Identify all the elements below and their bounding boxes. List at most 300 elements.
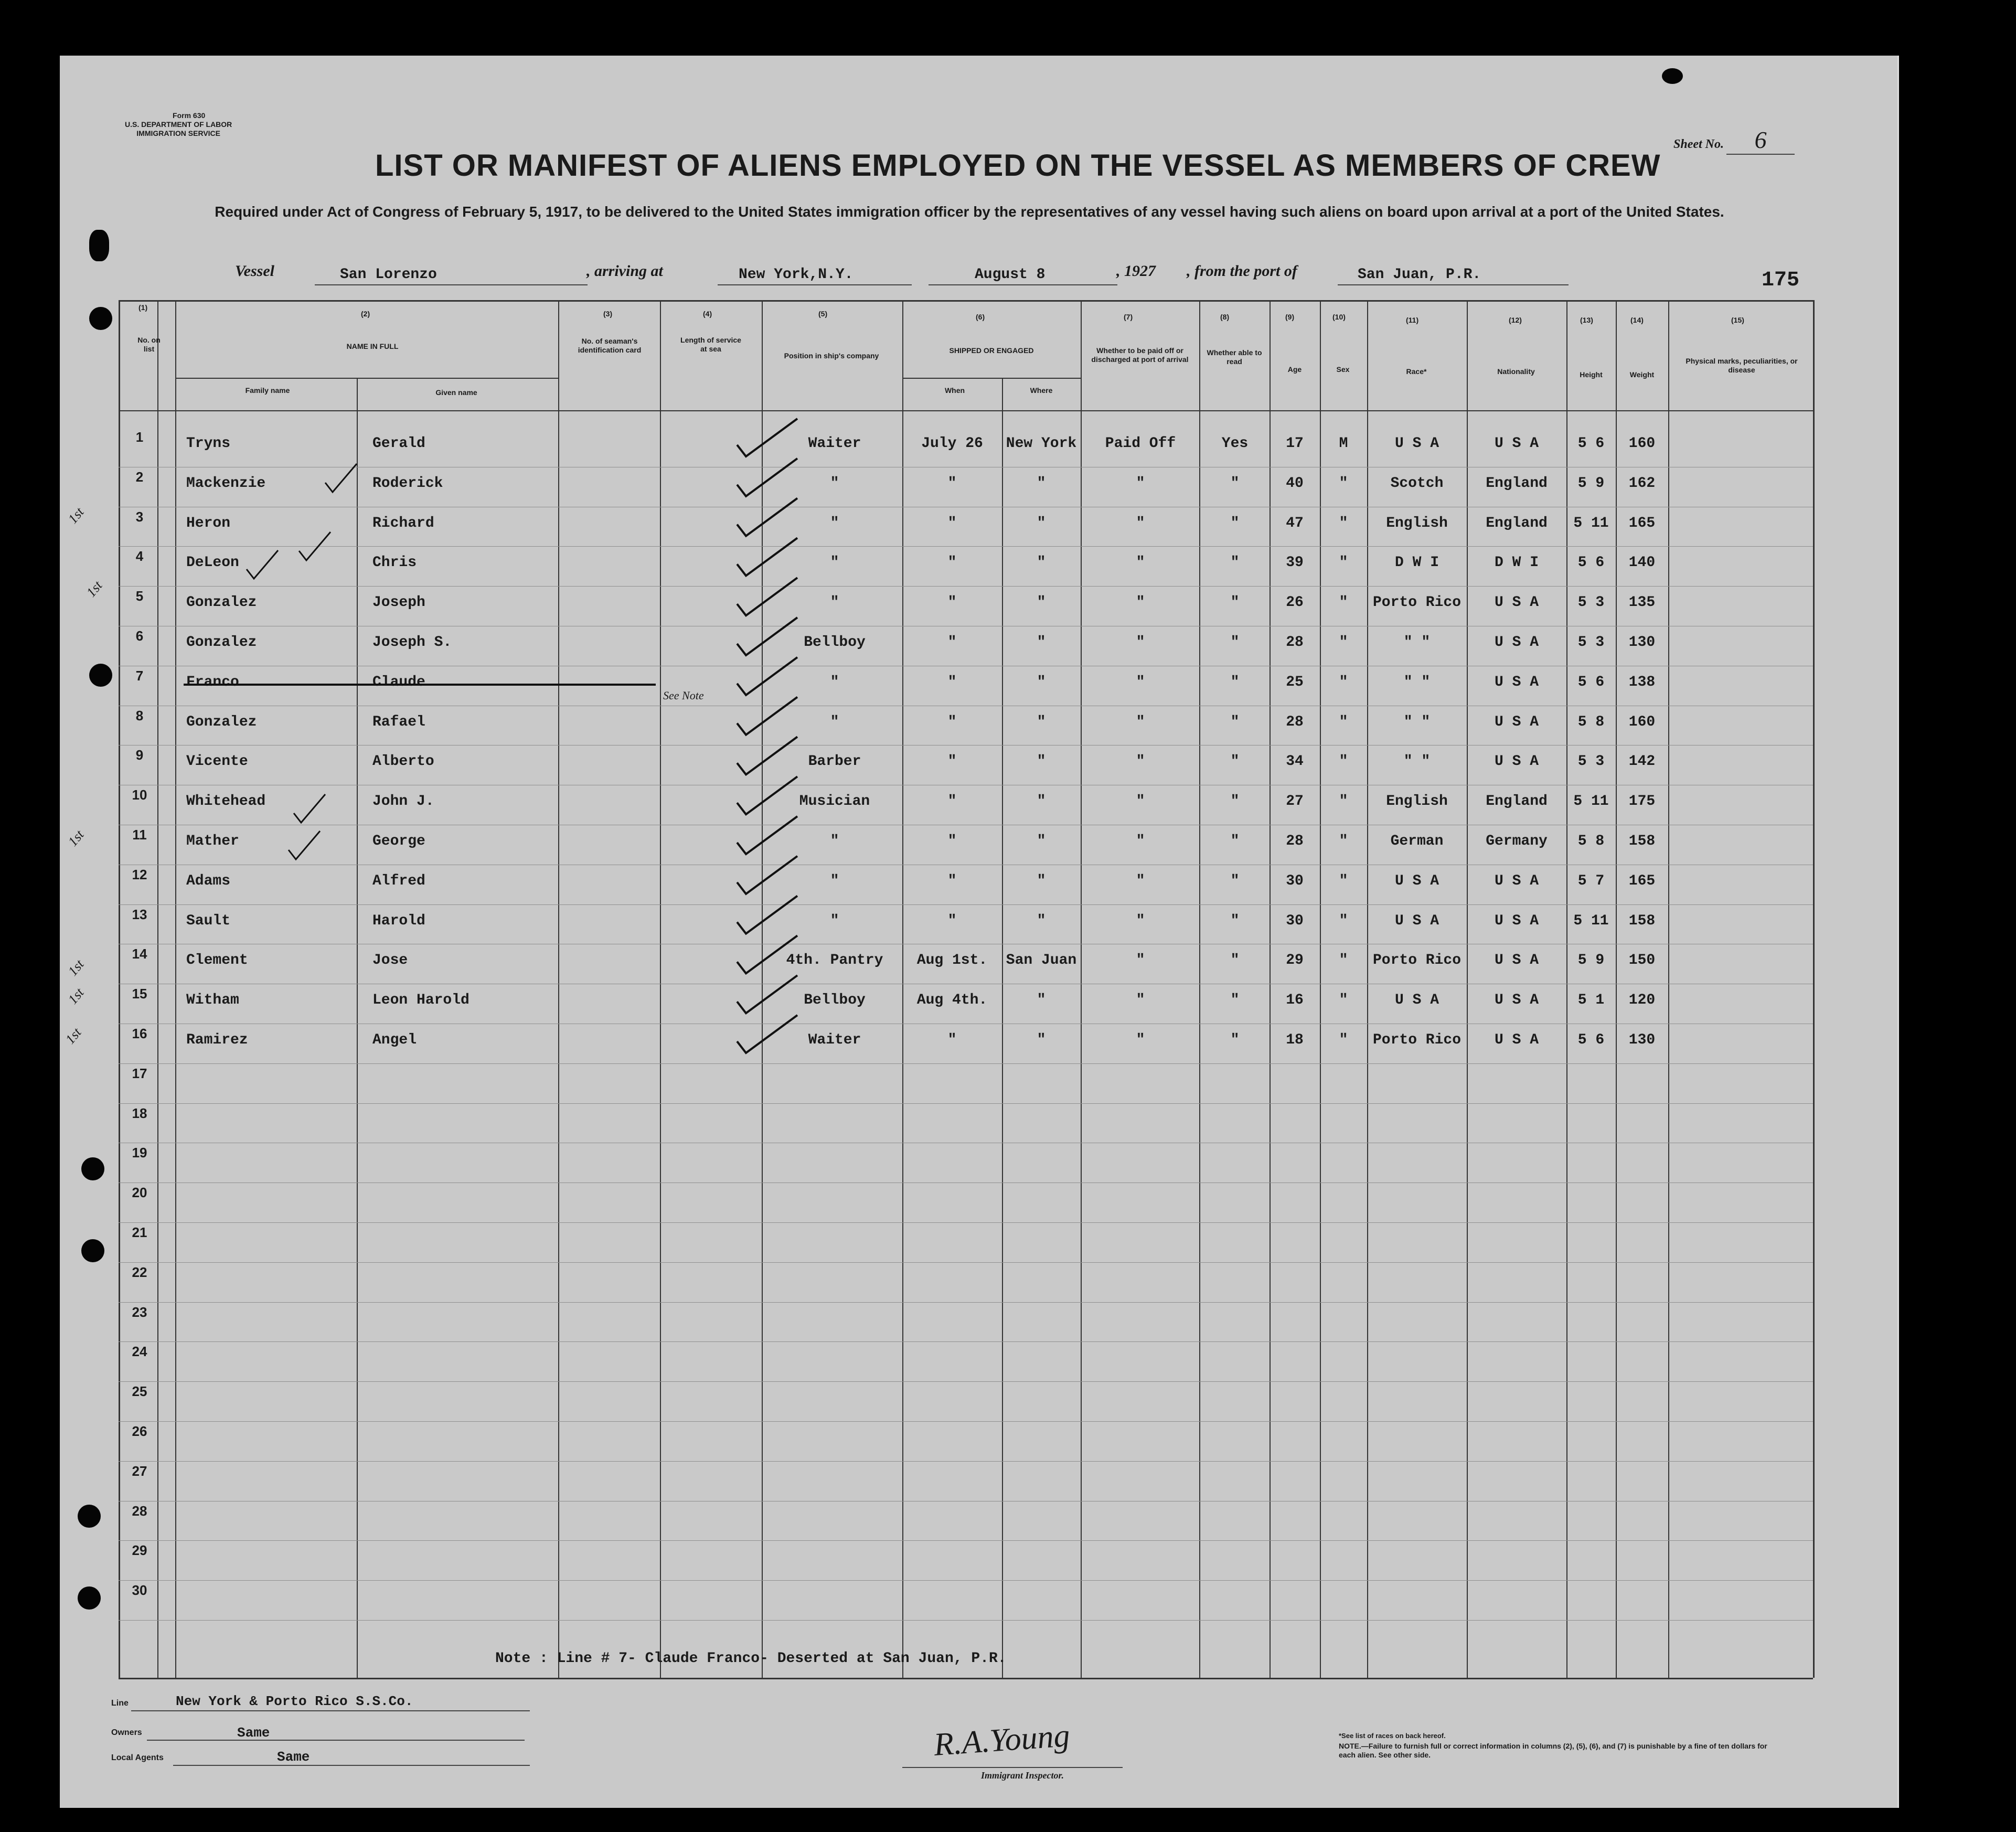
crew-nationality: U S A <box>1494 634 1539 651</box>
crew-sex: " <box>1339 1032 1348 1048</box>
colnum: (11) <box>1406 316 1419 324</box>
crew-shipped-where: " <box>1037 992 1046 1008</box>
crew-given-name: Joseph S. <box>372 634 452 651</box>
crew-able-read: " <box>1230 674 1240 690</box>
crew-position: " <box>830 913 839 929</box>
crew-race: U S A <box>1394 913 1439 929</box>
header-position: Position in ship's company <box>784 352 879 360</box>
crew-sex: " <box>1339 793 1348 810</box>
crew-shipped-when: " <box>947 674 957 690</box>
crew-paid-off: " <box>1136 833 1145 849</box>
crew-shipped-when: July 26 <box>921 435 983 452</box>
header-length-service: Length of service at sea <box>680 336 741 353</box>
header-able-read: Whether able to read <box>1207 348 1262 366</box>
crew-shipped-when: Aug 4th. <box>916 992 988 1008</box>
vessel-label: Vessel <box>235 262 274 280</box>
desertion-note: Note : Line # 7- Claude Franco- Deserted at San Juan, P.R. <box>495 1650 1007 1667</box>
crew-age: 30 <box>1286 913 1304 929</box>
check-mark-icon <box>737 896 797 934</box>
row-number: 9 <box>135 747 144 763</box>
crew-weight: 160 <box>1628 714 1656 730</box>
crew-nationality: England <box>1486 793 1548 810</box>
crew-given-name: Jose <box>372 952 408 968</box>
crew-race: Porto Rico <box>1372 594 1462 611</box>
crew-paid-off: " <box>1136 992 1145 1008</box>
row-number: 25 <box>132 1383 147 1399</box>
year-prefix: , 1927 <box>1116 262 1156 280</box>
colnum: (2) <box>361 310 370 318</box>
crew-family-name: Clement <box>186 952 248 968</box>
crew-family-name: Gonzalez <box>186 594 257 611</box>
margin-mark: 1st <box>65 504 87 527</box>
from-port: San Juan, P.R. <box>1358 267 1481 283</box>
page-subtitle: Required under Act of Congress of February 5, 1917, to be delivered to the United States immigration officer by the representatives of any vessel having such aliens on board upon arrival at a port of the United States. <box>215 204 1724 220</box>
crew-age: 27 <box>1286 793 1304 810</box>
see-note-annotation: See Note <box>663 689 704 702</box>
colnum: (9) <box>1285 313 1295 321</box>
row-number: 5 <box>135 588 144 604</box>
page-title: LIST OR MANIFEST OF ALIENS EMPLOYED ON THE VESSEL AS MEMBERS OF CREW <box>375 148 1661 183</box>
crew-height: 5 3 <box>1577 594 1605 611</box>
crew-nationality: D W I <box>1494 555 1539 571</box>
crew-position: " <box>830 555 839 571</box>
colnum: (14) <box>1630 316 1644 324</box>
crew-race: Scotch <box>1390 475 1444 492</box>
crew-able-read: " <box>1230 634 1240 651</box>
crew-shipped-when: " <box>947 515 957 531</box>
check-mark-icon <box>737 816 797 854</box>
crew-height: 5 9 <box>1577 952 1605 968</box>
check-mark-icon <box>289 831 320 859</box>
row-number: 22 <box>132 1264 147 1280</box>
header-when: When <box>944 386 965 395</box>
crew-able-read: " <box>1230 952 1240 968</box>
crew-family-name: Ramirez <box>186 1032 248 1048</box>
crew-height: 5 11 <box>1573 793 1609 810</box>
line-value: New York & Porto Rico S.S.Co. <box>176 1693 413 1709</box>
crew-given-name: Claude <box>372 674 425 690</box>
inspector-label: Immigrant Inspector. <box>981 1770 1064 1781</box>
crew-nationality: England <box>1486 475 1548 492</box>
header-given-name: Given name <box>435 388 477 397</box>
header-shipped: SHIPPED OR ENGAGED <box>949 346 1034 355</box>
crew-sex: " <box>1339 992 1348 1008</box>
header-name-in-full: NAME IN FULL <box>346 342 399 350</box>
crew-race: U S A <box>1394 992 1439 1008</box>
crew-given-name: Rafael <box>372 714 425 730</box>
form-identifier: Form 630 U.S. DEPARTMENT OF LABOR IMMIGRATION SERVICE <box>125 111 232 137</box>
crew-age: 26 <box>1286 594 1304 611</box>
crew-nationality: U S A <box>1494 714 1539 730</box>
crew-able-read: " <box>1230 594 1240 611</box>
crew-position: Bellboy <box>804 634 866 651</box>
crew-weight: 162 <box>1628 475 1656 492</box>
crew-height: 5 11 <box>1573 913 1609 929</box>
crew-position: Waiter <box>808 1032 861 1048</box>
crew-given-name: John J. <box>372 793 434 810</box>
crew-position: Musician <box>799 793 870 810</box>
crew-given-name: Gerald <box>372 435 425 452</box>
crew-able-read: " <box>1230 1032 1240 1048</box>
crew-given-name: George <box>372 833 425 849</box>
crew-paid-off: " <box>1136 555 1145 571</box>
crew-family-name: Gonzalez <box>186 634 257 651</box>
crew-nationality: England <box>1486 515 1548 531</box>
crew-paid-off: " <box>1136 952 1145 968</box>
crew-nationality: U S A <box>1494 753 1539 770</box>
colnum: (13) <box>1580 316 1593 324</box>
row-number: 16 <box>132 1026 147 1041</box>
crew-paid-off: " <box>1136 1032 1145 1048</box>
crew-sex: " <box>1339 873 1348 889</box>
check-mark-icon <box>737 617 797 655</box>
row-number: 18 <box>132 1105 147 1121</box>
race-footnote: *See list of races on back hereof. <box>1339 1732 1446 1740</box>
crew-family-name: Witham <box>186 992 239 1008</box>
crew-age: 28 <box>1286 714 1304 730</box>
row-number: 4 <box>135 548 144 564</box>
check-mark-icon <box>737 419 797 456</box>
crew-able-read: " <box>1230 793 1240 810</box>
crew-able-read: " <box>1230 714 1240 730</box>
crew-given-name: Joseph <box>372 594 425 611</box>
margin-mark: 1st <box>65 985 87 1007</box>
year-suffix: 7 <box>1148 262 1156 280</box>
crew-given-name: Alfred <box>372 873 425 889</box>
page-number: 175 <box>1762 269 1800 292</box>
crew-family-name: Heron <box>186 515 231 531</box>
crew-paid-off: " <box>1136 475 1145 492</box>
crew-sex: M <box>1339 435 1348 452</box>
crew-able-read: " <box>1230 753 1240 770</box>
crew-height: 5 6 <box>1577 555 1605 571</box>
crew-shipped-when: " <box>947 753 957 770</box>
crew-able-read: " <box>1230 515 1240 531</box>
margin-mark: 1st <box>83 578 105 600</box>
row-number: 13 <box>132 907 147 922</box>
crew-given-name: Roderick <box>372 475 443 492</box>
check-mark-icon <box>737 1015 797 1053</box>
colnum: (12) <box>1509 316 1522 324</box>
check-mark-icon <box>737 697 797 735</box>
check-mark-icon <box>737 737 797 774</box>
crew-shipped-when: Aug 1st. <box>916 952 988 968</box>
crew-position: Waiter <box>808 435 861 452</box>
crew-height: 5 7 <box>1577 873 1605 889</box>
check-mark-icon <box>325 464 357 492</box>
crew-family-name: DeLeon <box>186 555 239 571</box>
crew-shipped-where: New York <box>1006 435 1077 452</box>
crew-shipped-when: " <box>947 634 957 651</box>
crew-race: U S A <box>1394 873 1439 889</box>
header-nationality: Nationality <box>1497 367 1535 376</box>
crew-shipped-when: " <box>947 555 957 571</box>
inspector-signature: R.A.Young <box>932 1718 1071 1763</box>
crew-nationality: U S A <box>1494 594 1539 611</box>
crew-race: " " <box>1403 634 1431 651</box>
crew-height: 5 3 <box>1577 634 1605 651</box>
crew-nationality: U S A <box>1494 1032 1539 1048</box>
row-number: 6 <box>135 628 144 644</box>
crew-family-name: Mackenzie <box>186 475 266 492</box>
crew-age: 25 <box>1286 674 1304 690</box>
crew-sex: " <box>1339 714 1348 730</box>
crew-family-name: Whitehead <box>186 793 266 810</box>
row-number: 19 <box>132 1145 147 1160</box>
crew-age: 34 <box>1286 753 1304 770</box>
crew-age: 17 <box>1286 435 1304 452</box>
crew-age: 30 <box>1286 873 1304 889</box>
crew-position: " <box>830 515 839 531</box>
crew-shipped-when: " <box>947 475 957 492</box>
margin-mark: 1st <box>62 1025 84 1047</box>
crew-weight: 165 <box>1628 515 1656 531</box>
crew-sex: " <box>1339 555 1348 571</box>
crew-paid-off: " <box>1136 634 1145 651</box>
crew-shipped-where: " <box>1037 753 1046 770</box>
crew-shipped-when: " <box>947 873 957 889</box>
crew-family-name: Tryns <box>186 435 231 452</box>
crew-weight: 120 <box>1628 992 1656 1008</box>
header-no-on-list: No. on list <box>137 336 161 353</box>
crew-sex: " <box>1339 952 1348 968</box>
header-age: Age <box>1287 365 1302 374</box>
crew-weight: 135 <box>1628 594 1656 611</box>
crew-position: " <box>830 674 839 690</box>
colnum: (15) <box>1731 316 1744 324</box>
sheet-label: Sheet No. <box>1673 137 1724 151</box>
crew-race: German <box>1390 833 1444 849</box>
crew-shipped-where: " <box>1037 634 1046 651</box>
row-number: 23 <box>132 1304 147 1320</box>
arriving-port: New York,N.Y. <box>739 267 854 283</box>
colnum: (4) <box>703 310 712 318</box>
crew-nationality: Germany <box>1486 833 1548 849</box>
crew-race: " " <box>1403 753 1431 770</box>
crew-position: " <box>830 594 839 611</box>
crew-paid-off: " <box>1136 913 1145 929</box>
crew-race: " " <box>1403 714 1431 730</box>
crew-sex: " <box>1339 753 1348 770</box>
crew-sex: " <box>1339 515 1348 531</box>
crew-shipped-where: " <box>1037 475 1046 492</box>
crew-shipped-where: " <box>1037 873 1046 889</box>
crew-shipped-when: " <box>947 594 957 611</box>
crew-given-name: Chris <box>372 555 417 571</box>
crew-given-name: Leon Harold <box>372 992 470 1008</box>
crew-able-read: Yes <box>1221 435 1249 452</box>
crew-height: 5 8 <box>1577 833 1605 849</box>
crew-paid-off: " <box>1136 594 1145 611</box>
crew-age: 16 <box>1286 992 1304 1008</box>
crew-paid-off: " <box>1136 793 1145 810</box>
crew-shipped-where: " <box>1037 1032 1046 1048</box>
crew-shipped-when: " <box>947 793 957 810</box>
check-mark-icon <box>247 550 278 579</box>
crew-sex: " <box>1339 674 1348 690</box>
crew-shipped-where: " <box>1037 793 1046 810</box>
colnum: (5) <box>818 310 828 318</box>
colnum: (10) <box>1332 313 1346 321</box>
crew-family-name: Mather <box>186 833 239 849</box>
crew-shipped-where: " <box>1037 714 1046 730</box>
colnum: (3) <box>603 310 613 318</box>
crew-age: 47 <box>1286 515 1304 531</box>
check-mark-icon <box>294 794 325 823</box>
crew-weight: 140 <box>1628 555 1656 571</box>
penalty-footnote: NOTE.—Failure to furnish full or correct information in columns (2), (5), (6), and (7) is punishable by a fine of ten dollars for each alien. See other side. <box>1339 1742 1767 1759</box>
crew-shipped-where: San Juan <box>1006 952 1077 968</box>
crew-shipped-where: " <box>1037 833 1046 849</box>
crew-nationality: U S A <box>1494 674 1539 690</box>
crew-nationality: U S A <box>1494 435 1539 452</box>
crew-race: Porto Rico <box>1372 1032 1462 1048</box>
crew-age: 40 <box>1286 475 1304 492</box>
margin-mark: 1st <box>65 956 87 979</box>
from-port-label: , from the port of <box>1187 262 1297 280</box>
check-mark-icon <box>737 498 797 536</box>
vessel-name: San Lorenzo <box>340 267 437 283</box>
crew-nationality: U S A <box>1494 952 1539 968</box>
crew-nationality: U S A <box>1494 992 1539 1008</box>
crew-family-name: Sault <box>186 913 231 929</box>
row-number: 7 <box>135 668 144 684</box>
header-where: Where <box>1030 386 1053 395</box>
crew-race: Porto Rico <box>1372 952 1462 968</box>
crew-shipped-when: " <box>947 1032 957 1048</box>
header-weight: Weight <box>1629 370 1655 379</box>
crew-paid-off: " <box>1136 873 1145 889</box>
check-mark-icon <box>737 538 797 576</box>
check-mark-icon <box>737 657 797 695</box>
header-physical: Physical marks, peculiarities, or disease <box>1686 357 1798 374</box>
crew-sex: " <box>1339 475 1348 492</box>
crew-race: U S A <box>1394 435 1439 452</box>
crew-able-read: " <box>1230 992 1240 1008</box>
crew-given-name: Richard <box>372 515 434 531</box>
crew-weight: 160 <box>1628 435 1656 452</box>
colnum: (6) <box>976 313 985 321</box>
row-number: 28 <box>132 1503 147 1519</box>
crew-shipped-when: " <box>947 833 957 849</box>
header-id-card: No. of seaman's identification card <box>578 337 642 354</box>
crew-age: 39 <box>1286 555 1304 571</box>
row-number: 14 <box>132 946 147 962</box>
owners-value: Same <box>237 1725 270 1741</box>
crew-able-read: " <box>1230 475 1240 492</box>
colnum: (8) <box>1220 313 1230 321</box>
crew-age: 18 <box>1286 1032 1304 1048</box>
crew-shipped-where: " <box>1037 555 1046 571</box>
crew-able-read: " <box>1230 873 1240 889</box>
crew-paid-off: " <box>1136 753 1145 770</box>
crew-weight: 130 <box>1628 634 1656 651</box>
check-mark-icon <box>737 856 797 894</box>
crew-weight: 158 <box>1628 913 1656 929</box>
crew-family-name: Vicente <box>186 753 248 770</box>
crew-shipped-where: " <box>1037 913 1046 929</box>
check-mark-icon <box>737 935 797 973</box>
crew-able-read: " <box>1230 555 1240 571</box>
check-mark-icon <box>737 578 797 615</box>
crew-position: " <box>830 833 839 849</box>
row-number: 24 <box>132 1344 147 1359</box>
crew-shipped-where: " <box>1037 594 1046 611</box>
crew-weight: 142 <box>1628 753 1656 770</box>
row-number: 8 <box>135 708 144 723</box>
header-family-name: Family name <box>245 386 290 395</box>
header-sex: Sex <box>1336 365 1350 374</box>
crew-weight: 158 <box>1628 833 1656 849</box>
crew-race: D W I <box>1394 555 1439 571</box>
margin-mark: 1st <box>65 827 87 849</box>
crew-shipped-where: " <box>1037 674 1046 690</box>
row-number: 30 <box>132 1582 147 1598</box>
agents-label: Local Agents <box>111 1753 164 1762</box>
crew-family-name: Adams <box>186 873 231 889</box>
crew-able-read: " <box>1230 833 1240 849</box>
crew-weight: 165 <box>1628 873 1656 889</box>
crew-height: 5 11 <box>1573 515 1609 531</box>
agents-value: Same <box>277 1749 310 1765</box>
header-height: Height <box>1580 370 1603 379</box>
crew-nationality: U S A <box>1494 873 1539 889</box>
crew-height: 5 1 <box>1577 992 1605 1008</box>
crew-height: 5 9 <box>1577 475 1605 492</box>
sheet-value: 6 <box>1726 126 1795 155</box>
arriving-label: , arriving at <box>586 262 663 280</box>
crew-paid-off: " <box>1136 515 1145 531</box>
row-number: 1 <box>135 429 144 445</box>
crew-position: " <box>830 714 839 730</box>
row-number: 3 <box>135 509 144 525</box>
crew-paid-off: Paid Off <box>1105 435 1176 452</box>
crew-position: " <box>830 873 839 889</box>
header-paid-off: Whether to be paid off or discharged at port of arrival <box>1091 346 1189 364</box>
crew-nationality: U S A <box>1494 913 1539 929</box>
row-number: 12 <box>132 867 147 882</box>
crew-sex: " <box>1339 634 1348 651</box>
crew-position: 4th. Pantry <box>786 952 883 968</box>
crew-given-name: Angel <box>372 1032 417 1048</box>
owners-label: Owners <box>111 1728 142 1737</box>
check-mark-icon <box>737 975 797 1013</box>
crew-race: English <box>1386 793 1448 810</box>
crew-able-read: " <box>1230 913 1240 929</box>
crew-weight: 175 <box>1628 793 1656 810</box>
crew-family-name: Franco <box>186 674 239 690</box>
row-number: 21 <box>132 1224 147 1240</box>
crew-position: Barber <box>808 753 861 770</box>
crew-height: 5 6 <box>1577 1032 1605 1048</box>
crew-paid-off: " <box>1136 714 1145 730</box>
crew-position: " <box>830 475 839 492</box>
crew-height: 5 6 <box>1577 674 1605 690</box>
crew-height: 5 6 <box>1577 435 1605 452</box>
crew-race: English <box>1386 515 1448 531</box>
row-number: 27 <box>132 1463 147 1479</box>
row-number: 15 <box>132 986 147 1002</box>
crew-shipped-when: " <box>947 714 957 730</box>
row-number: 20 <box>132 1185 147 1200</box>
crew-sex: " <box>1339 594 1348 611</box>
check-mark-icon <box>299 532 330 560</box>
row-number: 29 <box>132 1542 147 1558</box>
line-label: Line <box>111 1699 129 1708</box>
row-number: 11 <box>132 827 147 843</box>
crew-age: 28 <box>1286 634 1304 651</box>
arrival-date: August 8 <box>975 267 1046 283</box>
